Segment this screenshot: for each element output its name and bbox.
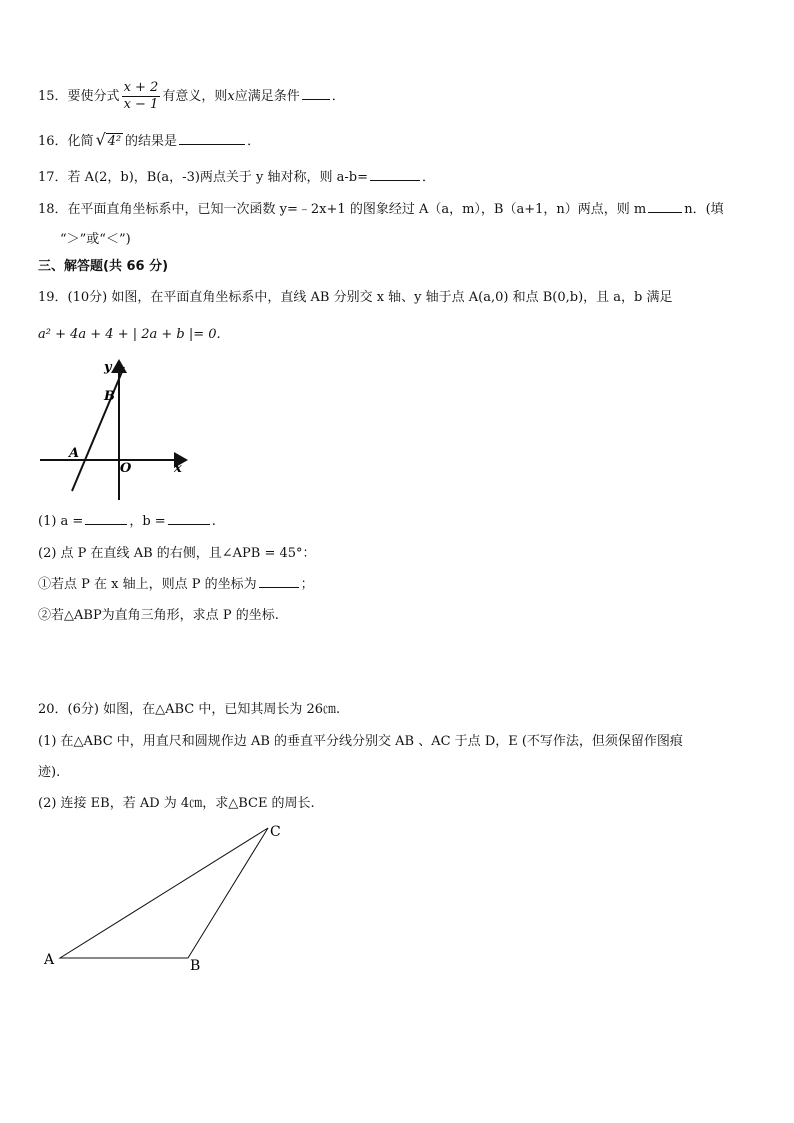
question-number: 20． — [38, 702, 68, 717]
question-text: 化简 — [67, 134, 94, 149]
question-19 — [38, 286, 673, 305]
answer-blank-a[interactable] — [85, 512, 127, 525]
question-20-part-1: (1) 在△ABC 中，用直尺和圆规作边 AB 的垂直平分线分别交 AB 、AC 于点 D，E (不写作法，但须保留作图痕 — [38, 734, 683, 749]
question-18-continued — [60, 228, 131, 247]
fraction-denominator: x − 1 — [123, 97, 159, 112]
question-text: (10分) 如图，在平面直角坐标系中，直线 AB 分别交 x 轴、y 轴于点 A(a,0) 和点 B(0,b)，且 a，b 满足 — [67, 290, 673, 305]
x-axis-label: x — [174, 461, 182, 476]
vertex-c-label: C — [270, 824, 281, 840]
question-17 — [38, 166, 435, 185]
question-19-sub-2: ②若△ABP为直角三角形，求点 P 的坐标. — [38, 608, 279, 623]
fraction-numerator: x + 2 — [123, 80, 159, 95]
radicand: 4² — [107, 134, 122, 149]
fraction — [122, 80, 161, 113]
triangle-abc — [60, 828, 268, 958]
line-ab — [72, 367, 124, 491]
question-18 — [38, 198, 724, 217]
question-16 — [38, 130, 260, 149]
question-20-part-2: (2) 连接 EB，若 AD 为 4㎝，求△BCE 的周长. — [38, 796, 315, 811]
origin-label: O — [120, 461, 132, 476]
triangle-figure — [40, 820, 300, 980]
answer-blank[interactable] — [179, 132, 245, 145]
question-20 — [38, 698, 340, 717]
question-text: n．(填 — [684, 202, 724, 217]
question-19-sub-1 — [38, 573, 314, 592]
punctuation: ． — [331, 89, 345, 104]
question-text: “＞”或“＜”) — [60, 232, 131, 247]
vertex-a-label: A — [44, 952, 55, 968]
question-19-condition: a² + 4a + 4 + | 2a + b |= 0. — [38, 327, 221, 342]
question-text: 要使分式 — [67, 89, 120, 104]
answer-blank[interactable] — [259, 575, 299, 588]
coordinate-figure — [38, 355, 198, 503]
question-20-part-1-continued: 迹). — [38, 765, 61, 780]
radical-sign-icon: √ — [95, 130, 106, 149]
question-19-part-1 — [38, 510, 216, 529]
answer-blank-b[interactable] — [168, 512, 210, 525]
point-b-label: B — [104, 389, 115, 404]
question-text: 若 A(2，b)，B(a，-3)两点关于 y 轴对称，则 a-b= — [67, 170, 369, 185]
punctuation: ． — [422, 170, 436, 185]
answer-blank[interactable] — [302, 87, 330, 100]
question-text: 在平面直角坐标系中，已知一次函数 y=﹣2x+1 的图象经过 A（a，m），B（a+1，n）两点，则 m — [67, 202, 647, 217]
question-text: 应满足条件 — [234, 89, 300, 104]
question-19-part-2: (2) 点 P 在直线 AB 的右侧，且∠APB = 45°： — [38, 546, 316, 561]
question-15 — [38, 80, 345, 113]
question-number: 15． — [38, 89, 68, 104]
question-text: ，b = — [129, 514, 166, 529]
question-number: 16． — [38, 134, 68, 149]
question-number: 19． — [38, 290, 68, 305]
punctuation: ； — [300, 577, 314, 592]
section-heading: 三、解答题(共 66 分) — [38, 259, 169, 274]
question-number: 17． — [38, 170, 68, 185]
answer-blank[interactable] — [648, 200, 682, 213]
question-text: (6分) 如图，在△ABC 中，已知其周长为 26㎝. — [67, 702, 341, 717]
square-root — [95, 130, 123, 149]
question-text: (1) a = — [38, 514, 84, 529]
y-axis-label: y — [104, 360, 112, 375]
variable: x — [227, 89, 235, 104]
point-a-label: A — [69, 446, 80, 461]
answer-blank[interactable] — [370, 168, 420, 181]
question-text: 的结果是 — [125, 134, 178, 149]
punctuation: . — [211, 514, 216, 529]
question-number: 18． — [38, 202, 68, 217]
vertex-b-label: B — [190, 958, 201, 974]
question-text: 有意义，则 — [162, 89, 228, 104]
punctuation: ． — [247, 134, 261, 149]
question-text: ①若点 P 在 x 轴上，则点 P 的坐标为 — [38, 577, 257, 592]
